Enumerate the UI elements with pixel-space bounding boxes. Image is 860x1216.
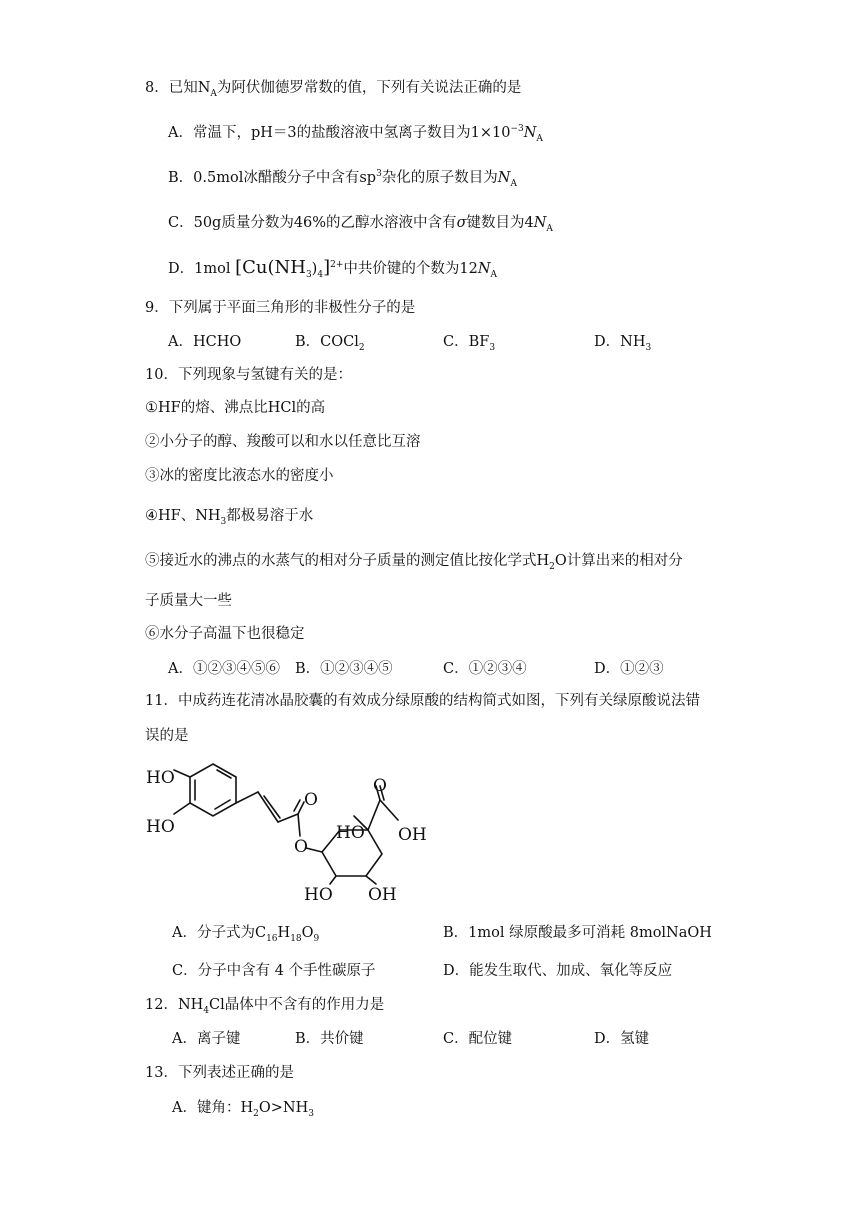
struct-label-ho4: HO (304, 885, 333, 905)
q12-stem: 12．$NH_4Cl$晶体中不含有的作用力是 (145, 997, 385, 1016)
q8-option-b: B．0.5mol冰醋酸分子中含有$sp^3$杂化的原子数目为$N_A$ (168, 169, 517, 189)
q10-item-3: ③冰的密度比液态水的密度小 (145, 468, 334, 484)
q10-option-b: B．①②③④⑤ (295, 661, 393, 677)
q12-option-c: C．配位键 (443, 1031, 513, 1047)
q10-item-4: ④HF、$NH_3$都极易溶于水 (145, 508, 314, 527)
q8-option-a: A．常温下，pH＝3的盐酸溶液中氢离子数目为$1\times 10^{-3}N_A$ (168, 124, 543, 144)
struct-label-ho3: HO (336, 823, 365, 843)
q11-option-c: C．分子中含有 4 个手性碳原子 (172, 963, 376, 979)
q12-option-b: B．共价键 (295, 1031, 364, 1047)
q10-option-c: C．①②③④ (443, 661, 527, 677)
q11-option-b: B．1mol 绿原酸最多可消耗 8molNaOH (443, 925, 712, 941)
q8-option-c: C．50g质量分数为46%的乙醇水溶液中含有σ键数目为$4N_A$ (168, 215, 553, 234)
q8-option-d: D．1mol $[Cu(NH_3)_4]^{2+}$中共价键的个数为$12N_A$ (168, 257, 498, 280)
q11-stem-line1: 11．中成药连花清冰晶胶囊的有效成分绿原酸的结构简式如图，下列有关绿原酸说法错 (145, 693, 700, 709)
q8-stem: 8．已知$N_A$为阿伏伽德罗常数的值，下列有关说法正确的是 (145, 80, 522, 99)
q10-option-d: D．①②③ (594, 661, 664, 677)
q10-option-a: A．①②③④⑤⑥ (168, 661, 280, 677)
chlorogenic-acid-structure (140, 756, 440, 906)
q9-stem: 9．下列属于平面三角形的非极性分子的是 (145, 300, 416, 316)
q10-item-5-cont: 子质量大一些 (145, 593, 232, 609)
q10-stem: 10．下列现象与氢键有关的是： (145, 367, 352, 383)
struct-label-carbonyl-o: O (304, 790, 318, 810)
q13-stem: 13．下列表述正确的是 (145, 1065, 294, 1081)
q12-option-a: A．离子键 (172, 1031, 241, 1047)
struct-label-acid-o: O (373, 776, 387, 796)
q13-option-a: A．键角：$H_2O>NH_3$ (172, 1100, 314, 1119)
struct-label-ho1: HO (146, 768, 175, 788)
q10-item-6: ⑥水分子高温下也很稳定 (145, 626, 305, 642)
q11-option-d: D．能发生取代、加成、氧化等反应 (443, 963, 673, 979)
q11-stem-line2: 误的是 (145, 728, 189, 744)
struct-label-ester-o: O (294, 837, 308, 857)
q9-option-d: D．$NH_3$ (594, 334, 652, 353)
q9-option-b: B．COCl$_2$ (295, 334, 365, 353)
q9-option-c: C．$BF_3$ (443, 334, 496, 353)
struct-label-oh1: OH (398, 825, 427, 845)
q11-option-a: A．分子式为$C_{16}H_{18}O_9$ (172, 925, 320, 944)
struct-label-ho2: HO (146, 817, 175, 837)
q12-option-d: D．氢键 (594, 1031, 650, 1047)
q10-item-2: ②小分子的醇、羧酸可以和水以任意比互溶 (145, 434, 421, 450)
q10-item-1: ①HF的熔、沸点比HCl的高 (145, 400, 326, 416)
struct-label-oh2: OH (368, 885, 397, 905)
q10-item-5: ⑤接近水的沸点的水蒸气的相对分子质量的测定值比按化学式$H_2O$计算出来的相对分 (145, 553, 683, 572)
q9-option-a: A．HCHO (168, 334, 242, 350)
